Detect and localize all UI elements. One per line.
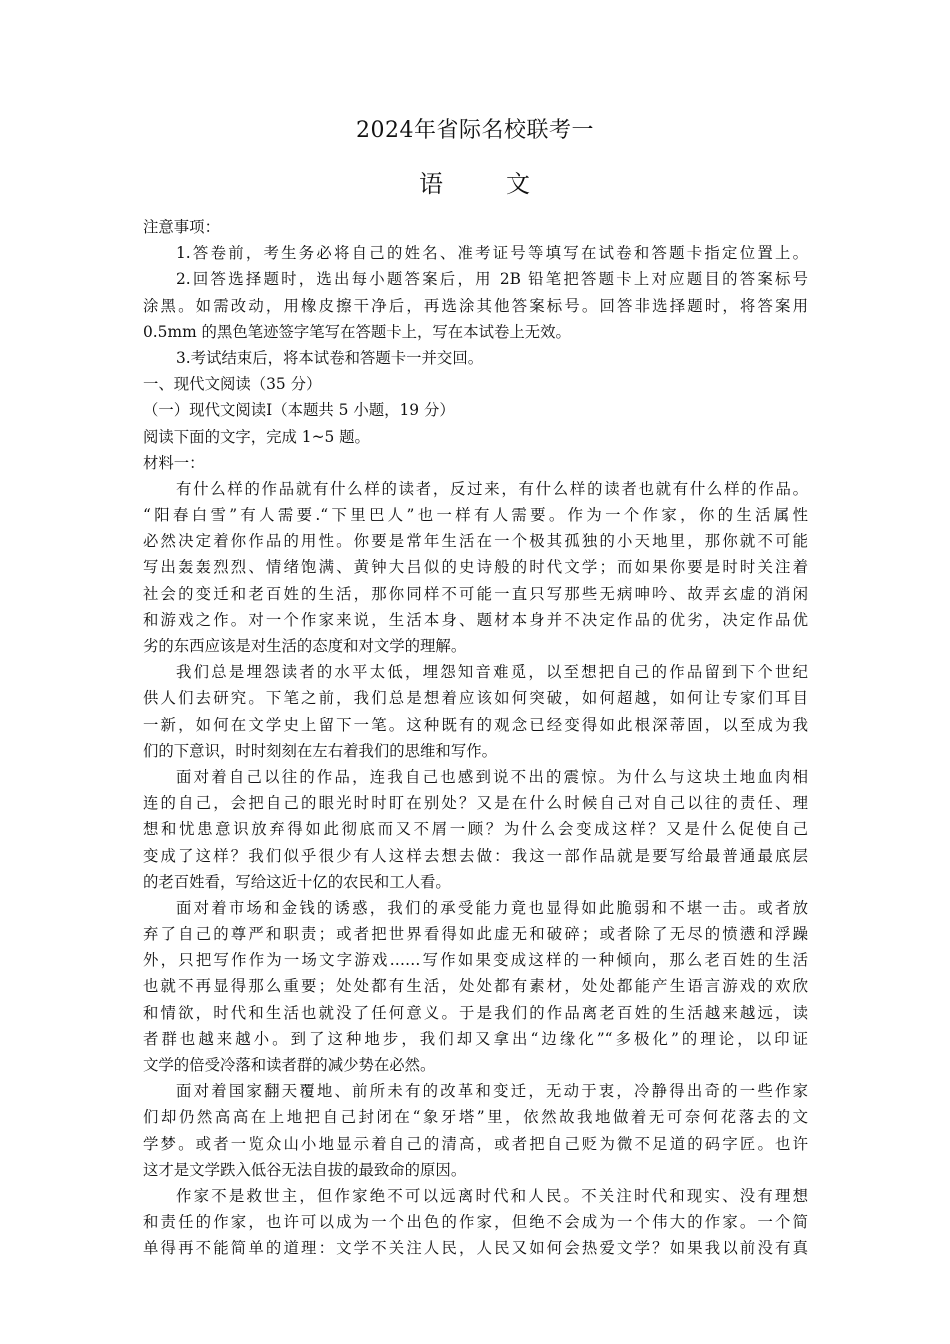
text-line: 弃了自己的尊严和职责；或者把世界看得如此虚无和破碎；或者除了无尽的愤懑和浮躁 — [143, 925, 808, 944]
subject-char-1: 语 — [419, 170, 444, 198]
text-line: 和情欲，时代和生活也就没了任何意义。于是我们的作品离老百姓的生活越来越远，读 — [143, 1003, 808, 1022]
text-line: 和游戏之作。对一个作家来说，生活本身、题材本身并不决定作品的优劣，决定作品优 — [143, 610, 808, 629]
text-line: 我们总是埋怨读者的水平太低，埋怨知音难觅，以至想把自己的作品留到下个世纪 — [176, 663, 808, 682]
text-line: 有什么样的作品就有什么样的读者，反过来，有什么样的读者也就有什么样的作品。 — [176, 479, 808, 498]
text-line: 劣的东西应该是对生活的态度和对文学的理解。 — [143, 637, 467, 655]
text-line: 们却仍然高高在上地把自己封闭在“象牙塔”里，依然故我地做着无可奈何花落去的文 — [143, 1108, 808, 1127]
text-line: 阅读下面的文字，完成 1~5 题。 — [143, 427, 370, 446]
text-line: （一）现代文阅读Ⅰ（本题共 5 小题，19 分） — [143, 401, 455, 420]
text-line: 连的自己，会把自己的眼光时时盯在别处？又是在什么时候自己对自己以往的责任、理 — [143, 794, 808, 813]
text-line: 面对着市场和金钱的诱惑，我们的承受能力竟也显得如此脆弱和不堪一击。或者放 — [176, 898, 808, 917]
text-line: 和责任的作家，也许可以成为一个出色的作家，但绝不会成为一个伟大的作家。一个简 — [143, 1213, 808, 1232]
text-line: 必然决定着你作品的用性。你要是常年生活在一个极其孤独的小天地里，那你就不可能 — [143, 532, 808, 551]
text-line: 0.5mm 的黑色笔迹签字笔写在答题卡上，写在本试卷上无效。 — [143, 322, 571, 341]
subject-char-2: 文 — [506, 170, 531, 198]
text-line: 想和忧患意识放弃得如此彻底而又不屑一顾？为什么会变成这样？又是什么促使自己 — [143, 820, 808, 839]
text-line: 这才是文学跌入低谷无法自拔的最致命的原因。 — [143, 1160, 467, 1179]
text-line: 供人们去研究。下笔之前，我们总是想着应该如何突破，如何超越，如何让专家们耳目 — [143, 689, 808, 708]
text-line: 一、现代文阅读（35 分） — [143, 375, 322, 394]
text-line: 也就不再显得那么重要；处处都有生活，处处都有素材，处处都能产生语言游戏的欢欣 — [143, 977, 808, 996]
text-line: 的老百姓看，写给这近十亿的农民和工人看。 — [143, 872, 451, 891]
text-line: 写出轰轰烈烈、情绪饱满、黄钟大吕似的史诗般的时代文学；而如果你要是时时关注着 — [143, 558, 808, 577]
text-line: 3.考试结束后，将本试卷和答题卡一并交回。 — [176, 348, 484, 367]
text-line: “阳春白雪”有人需要.“下里巴人”也一样有人需要。作为一个作家，你的生活属性 — [143, 506, 808, 525]
text-line: 者群也越来越小。到了这种地步，我们却又拿出“边缘化”“多极化”的理论，以印证 — [143, 1029, 808, 1048]
text-line: 文学的倍受冷落和读者群的减少势在必然。 — [143, 1056, 436, 1074]
text-line: 单得再不能简单的道理：文学不关注人民，人民又如何会热爱文学？如果我以前没有真 — [143, 1239, 808, 1258]
text-line: 1.答卷前，考生务必将自己的姓名、准考证号等填写在试卷和答题卡指定位置上。 — [176, 244, 808, 263]
text-line: 注意事项： — [143, 218, 220, 236]
exam-body-text — [143, 214, 808, 1262]
subject-heading — [0, 168, 950, 200]
text-line: 学梦。或者一览众山小地显示着自己的清高，或者把自己贬为微不足道的码字匠。也许 — [143, 1134, 808, 1153]
text-line: 涂黑。如需改动，用橡皮擦干净后，再选涂其他答案标号。回答非选择题时，将答案用 — [143, 296, 808, 315]
text-line: 面对着国家翻天覆地、前所未有的改革和变迁，无动于衷，冷静得出奇的一些作家 — [176, 1082, 808, 1101]
text-line: 社会的变迁和老百姓的生活，那你同样不可能一直只写那些无病呻吟、故弄玄虚的消闲 — [143, 584, 808, 603]
text-line: 2.回答选择题时，选出每小题答案后，用 2B 铅笔把答题卡上对应题目的答案标号 — [176, 270, 808, 289]
text-line: 们的下意识，时时刻刻在左右着我们的思维和写作。 — [143, 741, 497, 760]
text-line: 材料一： — [143, 453, 205, 472]
text-line: 面对着自己以往的作品，连我自己也感到说不出的震惊。为什么与这块土地血肉相 — [176, 767, 808, 786]
text-line: 外，只把写作作为一场文字游戏……写作如果变成这样的一种倾向，那么老百姓的生活 — [143, 951, 808, 970]
text-line: 变成了这样？我们似乎很少有人这样去想去做：我这一部作品就是要写给最普通最底层 — [143, 846, 808, 865]
text-line: 作家不是救世主，但作家绝不可以远离时代和人民。不关注时代和现实、没有理想 — [176, 1186, 808, 1205]
exam-title: 2024年省际名校联考一 — [356, 118, 594, 143]
text-line: 一新，如何在文学史上留下一笔。这种既有的观念已经变得如此根深蒂固，以至成为我 — [143, 715, 808, 734]
